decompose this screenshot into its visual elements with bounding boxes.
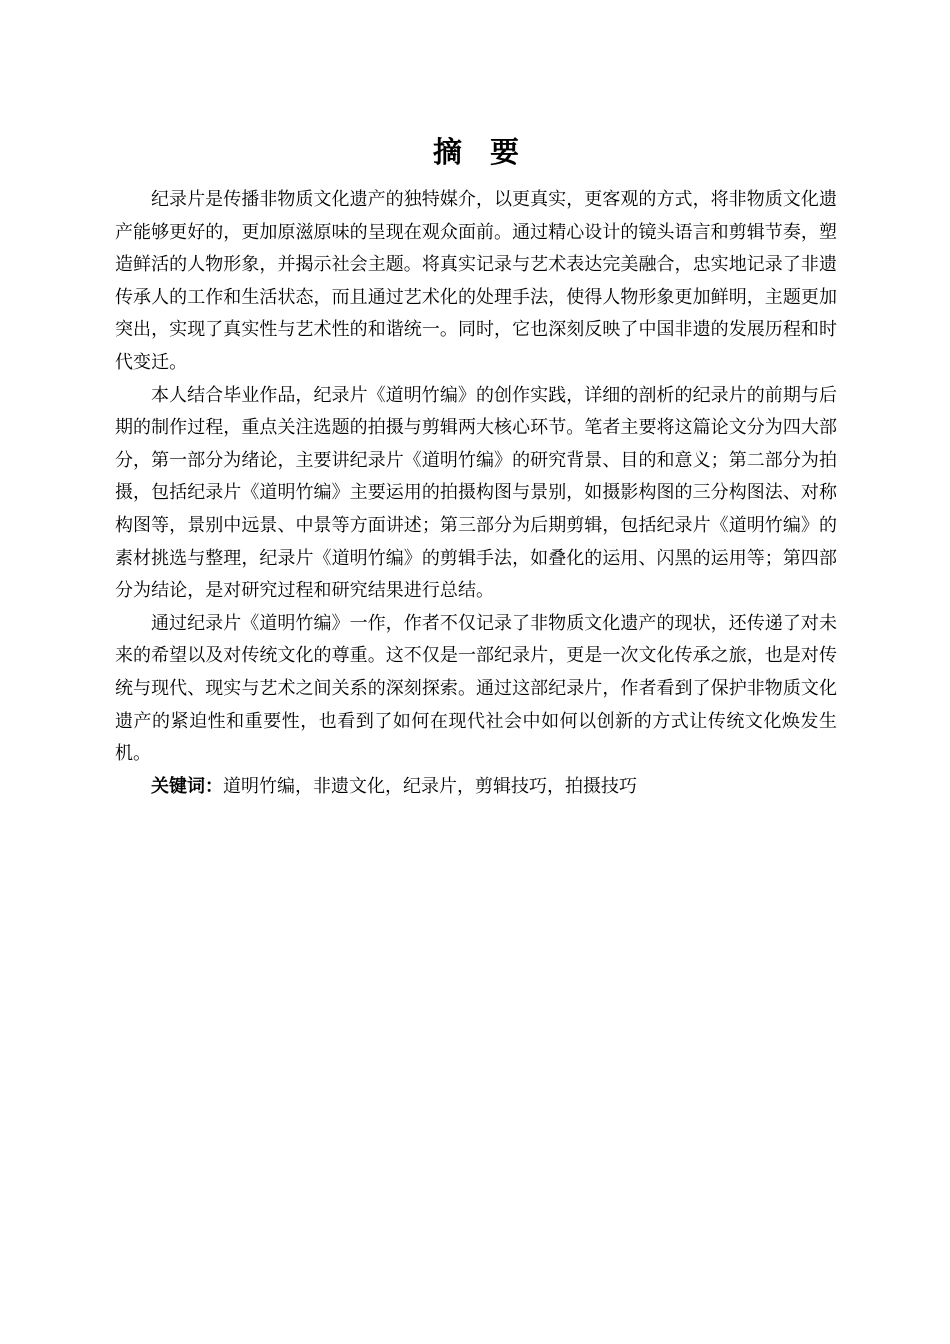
abstract-title: 摘要: [432, 135, 547, 169]
abstract-paragraph-2: 本人结合毕业作品，纪录片《道明竹编》的创作实践，详细的剖析的纪录片的前期与后期的制作过程，重点关注选题的拍摄与剪辑两大核心环节。笔者主要将这篇论文分为四大部分，第一部分为绪论，主要讲纪录片《道明竹编》的研究背景、目的和意义；第二部分为拍摄，包括纪录片《道明竹编》主要运用的拍摄构图与景别，如摄影构图的三分构图法、对称构图等，景别中远景、中景等方面讲述；第三部分为后期剪辑，包括纪录片《道明竹编》的素材挑选与整理，纪录片《道明竹编》的剪辑手法，如叠化的运用、闪黑的运用等；第四部分为结论，是对研究过程和研究结果进行总结。: [115, 384, 837, 602]
keywords-value: 道明竹编，非遗文化，纪录片，剪辑技巧，拍摄技巧: [223, 775, 637, 797]
keywords-line: [115, 771, 837, 804]
keywords-label: 关键词：: [151, 775, 223, 797]
abstract-paragraph-1: 纪录片是传播非物质文化遗产的独特媒介，以更真实，更客观的方式，将非物质文化遗产能够更好的，更加原滋原味的呈现在观众面前。通过精心设计的镜头语言和剪辑节奏，塑造鲜活的人物形象，并揭示社会主题。将真实记录与艺术表达完美融合，忠实地记录了非遗传承人的工作和生活状态，而且通过艺术化的处理手法，使得人物形象更加鲜明，主题更加突出，实现了真实性与艺术性的和谐统一。同时，它也深刻反映了中国非遗的发展历程和时代变迁。: [115, 189, 837, 373]
abstract-page: [115, 128, 837, 803]
abstract-paragraph-3: 通过纪录片《道明竹编》一作，作者不仅记录了非物质文化遗产的现状，还传递了对未来的希望以及对传统文化的尊重。这不仅是一部纪录片，更是一次文化传承之旅，也是对传统与现代、现实与艺术之间关系的深刻探索。通过这部纪录片，作者看到了保护非物质文化遗产的紧迫性和重要性，也看到了如何在现代社会中如何以创新的方式让传统文化焕发生机。: [115, 612, 837, 765]
